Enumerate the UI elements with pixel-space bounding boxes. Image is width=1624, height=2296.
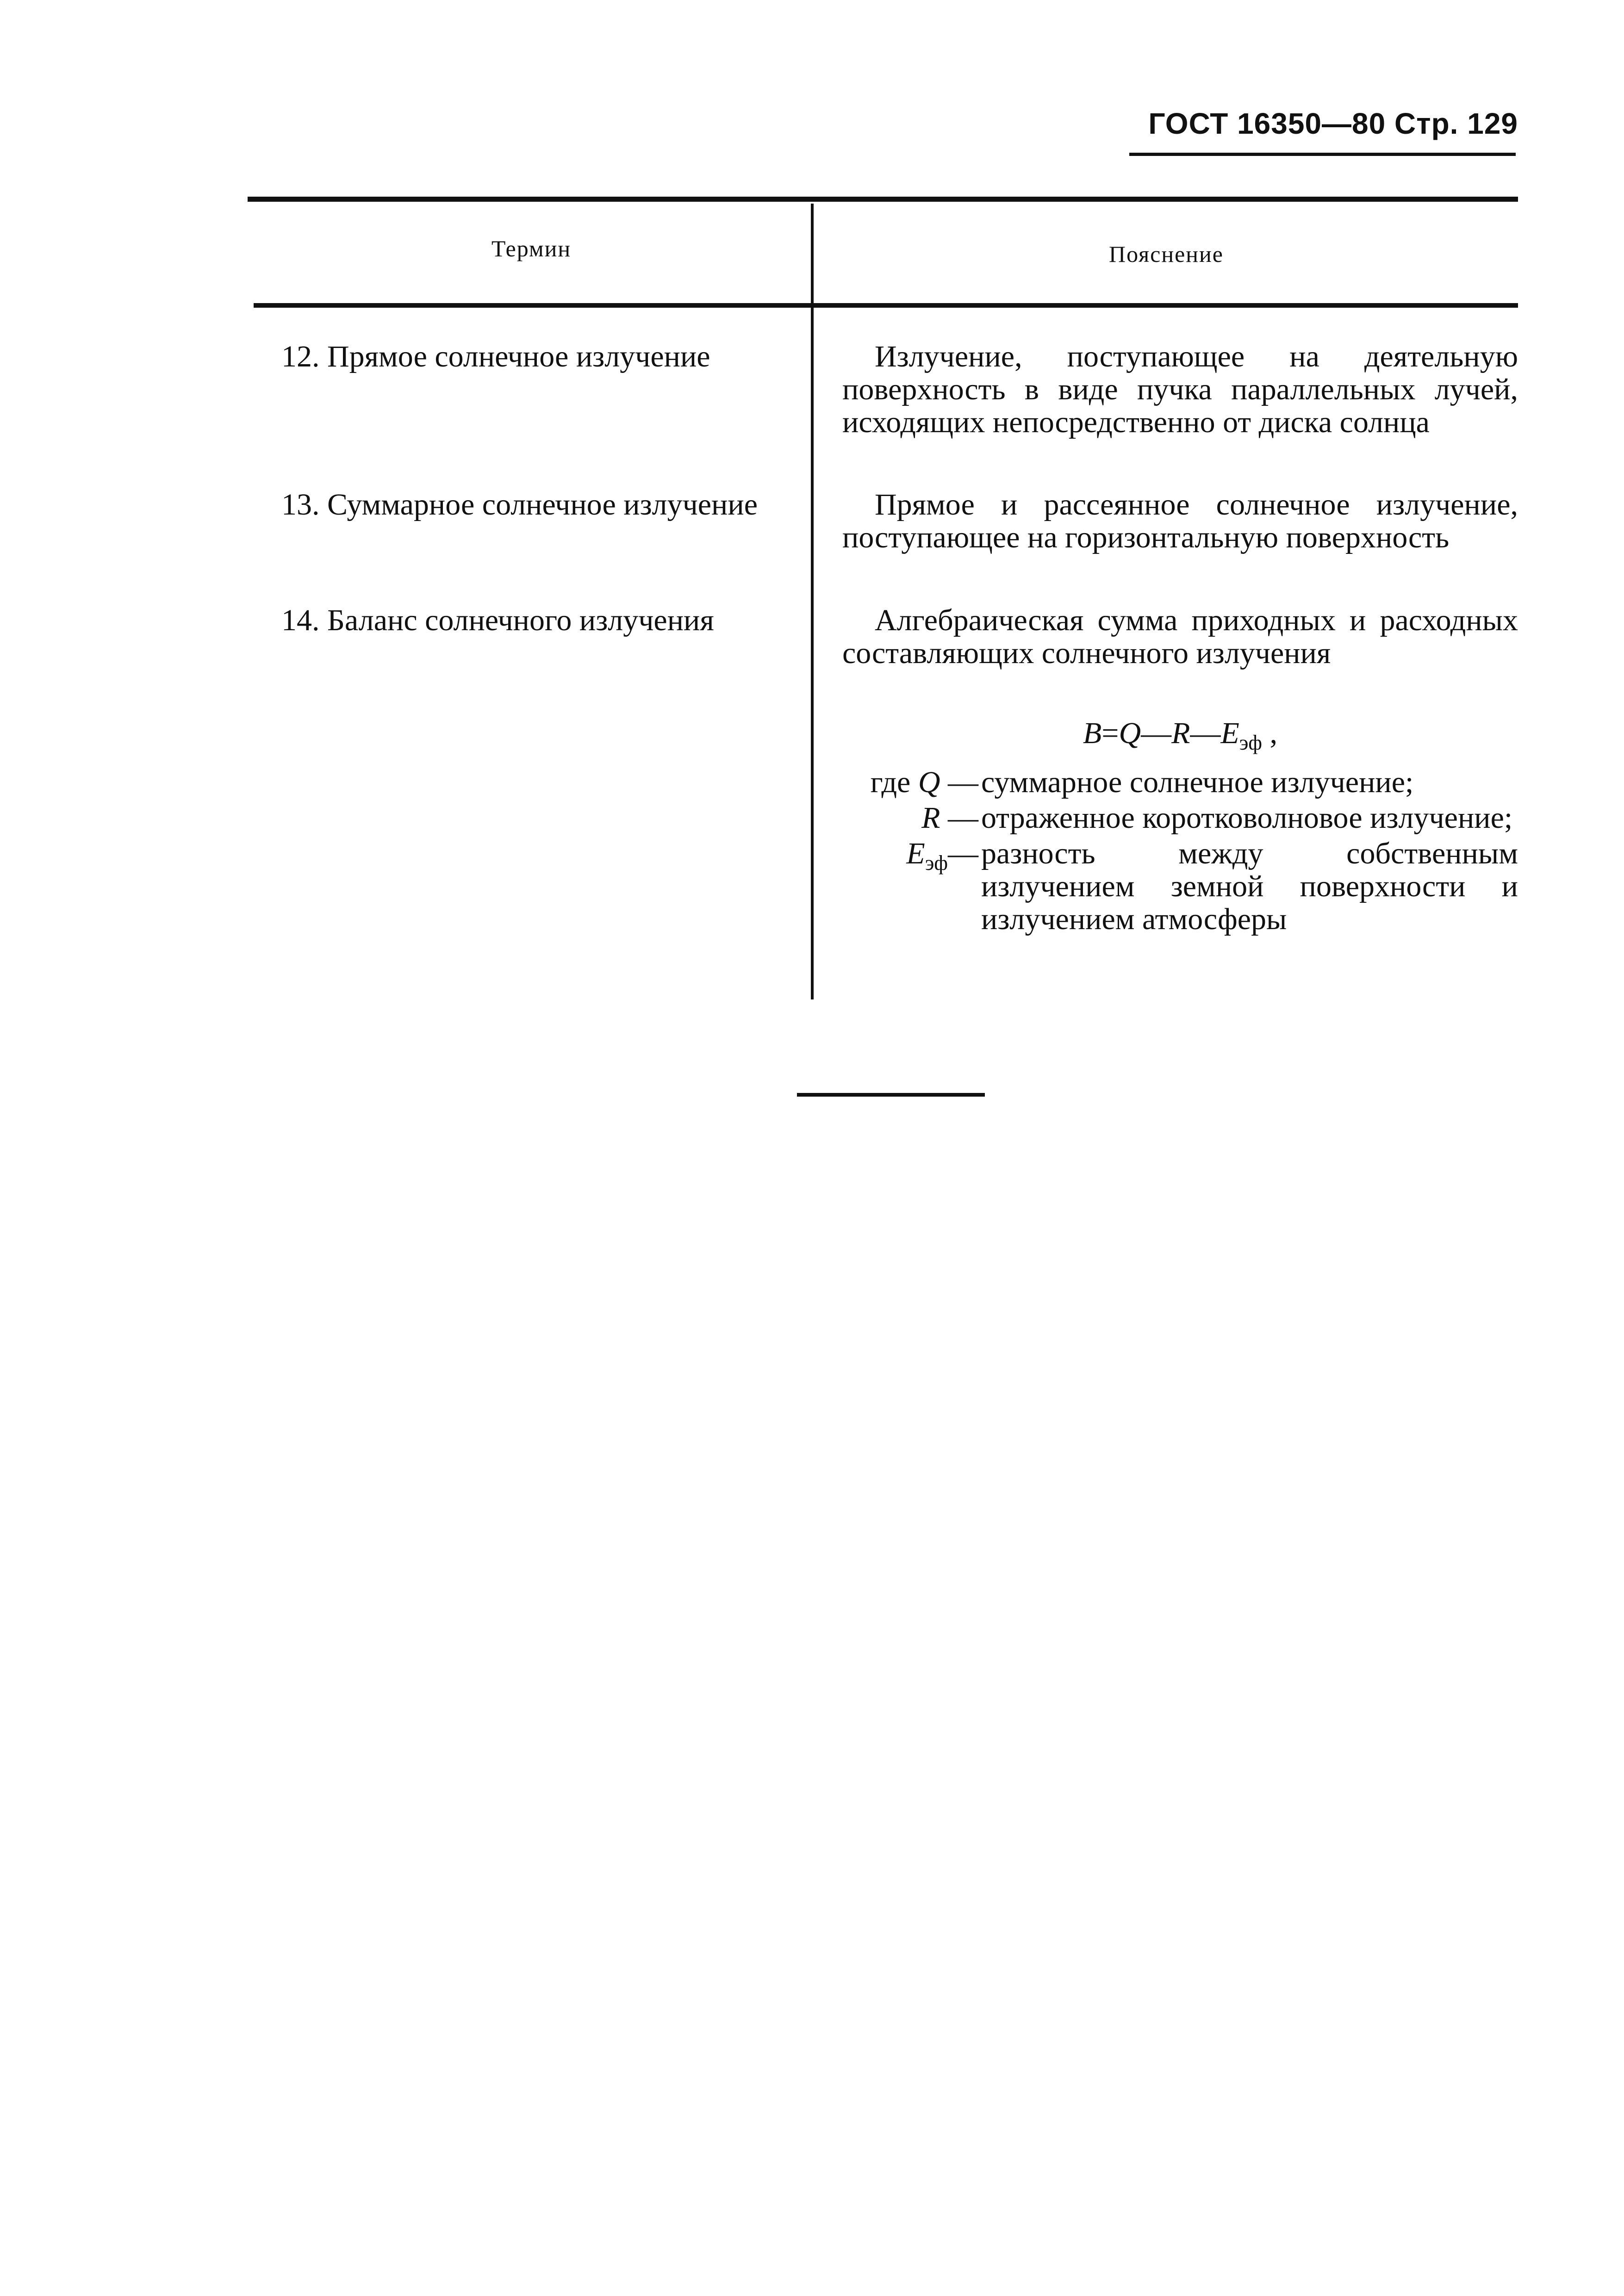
end-of-section-rule	[797, 1093, 985, 1097]
formula-b: B	[1083, 716, 1102, 750]
column-divider	[811, 204, 814, 999]
term-13: 13. Суммарное солнечное излучение	[281, 488, 758, 521]
legend-symbol-q: где Q —	[870, 765, 978, 799]
table-top-rule	[248, 197, 1518, 202]
legend-symbol-e-eff: $E_{эф}—$	[906, 837, 978, 875]
legend-text-r: отраженное коротковолновое излучение;	[981, 801, 1513, 835]
formula-q: Q	[1119, 716, 1141, 750]
term-12: 12. Прямое солнечное излучение	[281, 340, 710, 373]
formula-e: E	[1220, 716, 1239, 750]
legend-text-q: суммарное солнечное излучение;	[981, 765, 1414, 799]
formula-r: R	[1171, 716, 1190, 750]
explanation-12: Излучение, поступающее на деятельную поверхность в виде пучка параллельных лучей, исходящих непосредственно от диска солнца	[842, 340, 1518, 439]
energy-balance-formula	[842, 715, 1518, 755]
explanation-13: Прямое и рассеянное солнечное излучение, поступающее на горизонтальную поверхность	[842, 488, 1518, 554]
column-header-explanation: Пояснение	[1108, 241, 1224, 267]
formula-e-subscript: эф	[1239, 731, 1263, 754]
explanation-14: Алгебраическая сумма приходных и расходных составляющих солнечного излучения	[842, 603, 1518, 670]
formula-equals: =	[1101, 716, 1119, 750]
page-header: ГОСТ 16350—80 Стр. 129	[1148, 107, 1518, 140]
legend-symbol-r: R —	[921, 801, 978, 835]
formula-minus-1: —	[1141, 716, 1172, 750]
table-header-rule	[254, 303, 1518, 308]
formula-minus-2: —	[1190, 716, 1221, 750]
legend-text-e-eff: разность между собственным излучением земной поверхности и излучением атмосферы	[981, 837, 1518, 936]
term-14: 14. Баланс солнечного излучения	[281, 603, 714, 637]
formula-tail: ,	[1262, 716, 1278, 750]
formula-legend	[842, 766, 1518, 936]
column-header-term: Термин	[491, 236, 572, 261]
header-underline	[1129, 153, 1516, 156]
